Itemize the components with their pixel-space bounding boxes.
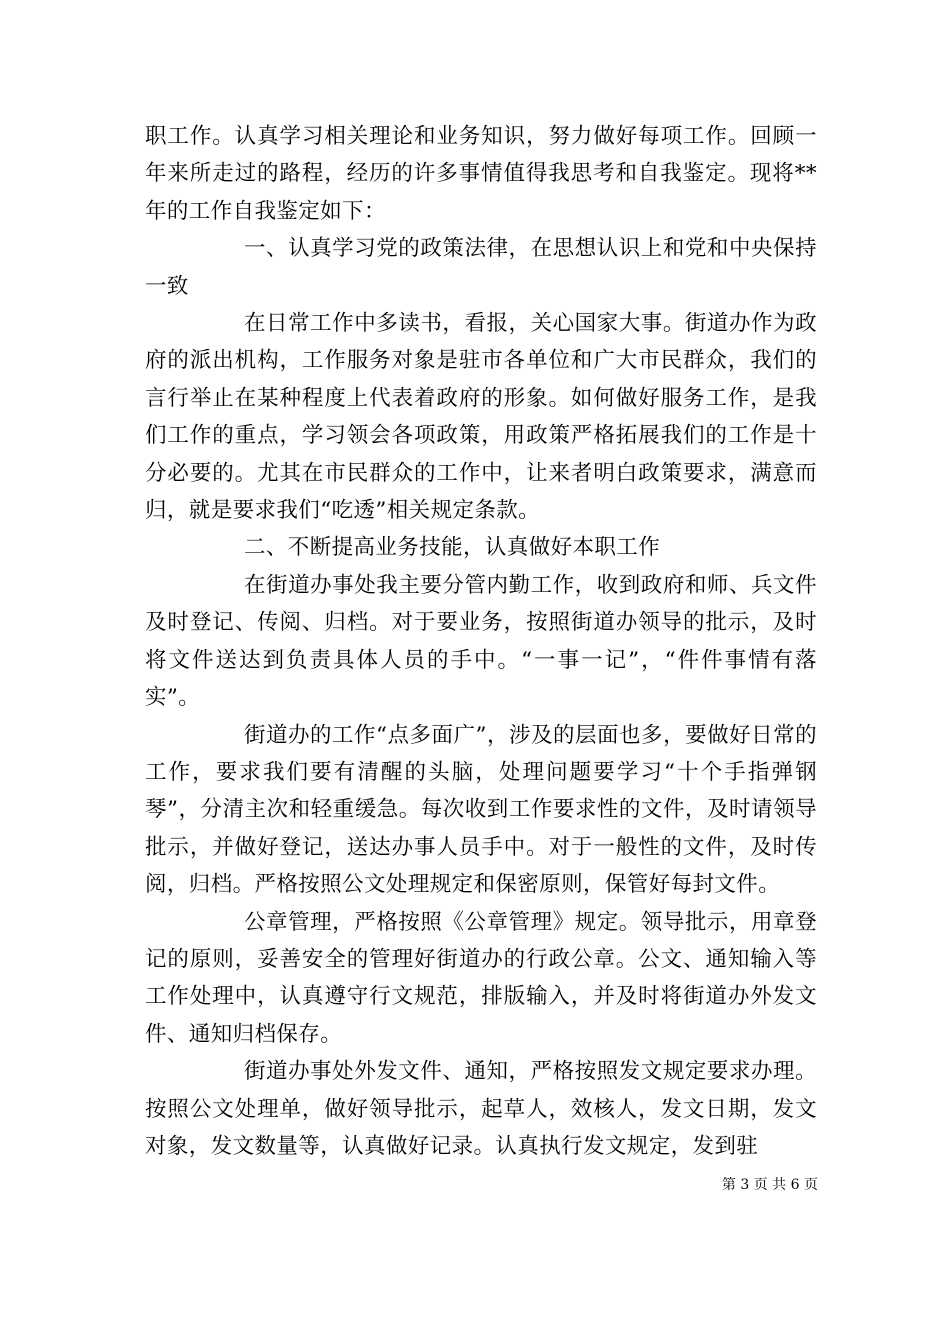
paragraph-3: 在街道办事处我主要分管内勤工作，收到政府和师、兵文件及时登记、传阅、归档。对于要业务，按照街道办领导的批示，及时将文件送达到负责具体人员的手中。“一事一记”，“件件事情有落实”。 xyxy=(145,572,817,711)
paragraph-6: 街道办事处外发文件、通知，严格按照发文规定要求办理。按照公文处理单，做好领导批示，起草人，效核人，发文日期，发文对象，发文数量等，认真做好记录。认真执行发文规定，发到驻 xyxy=(145,1059,817,1159)
document-body xyxy=(145,118,817,1165)
paragraph-1: 职工作。认真学习相关理论和业务知识，努力做好每项工作。回顾一年来所走过的路程，经历的许多事情值得我思考和自我鉴定。现将**年的工作自我鉴定如下： xyxy=(145,124,817,224)
paragraph-5: 公章管理，严格按照《公章管理》规定。领导批示，用章登记的原则，妥善安全的管理好街道办的行政公章。公文、通知输入等工作处理中，认真遵守行文规范，排版输入，并及时将街道办外发文件、通知归档保存。 xyxy=(145,909,817,1047)
paragraph-2: 在日常工作中多读书，看报，关心国家大事。街道办作为政府的派出机构，工作服务对象是驻市各单位和广大市民群众，我们的言行举止在某种程度上代表着政府的形象。如何做好服务工作，是我们工作的重点，学习领会各项政策，用政策严格拓展我们的工作是十分必要的。尤其在市民群众的工作中，让来者明白政策要求，满意而归，就是要求我们“吃透”相关规定条款。 xyxy=(145,311,817,524)
paragraph-4: 街道办的工作“点多面广”，涉及的层面也多，要做好日常的工作，要求我们要有清醒的头脑，处理问题要学习“十个手指弹钢琴”，分清主次和轻重缓急。每次收到工作要求性的文件，及时请领导批示，并做好登记，送达办事人员手中。对于一般性的文件，及时传阅，归档。严格按照公文处理规定和保密原则，保管好每封文件。 xyxy=(145,722,817,898)
page-number-footer: 第 3 页 共 6 页 xyxy=(721,1177,818,1193)
section-heading-2: 二、不断提高业务技能，认真做好本职工作 xyxy=(244,535,661,561)
section-heading-1: 一、认真学习党的政策法律，在思想认识上和党和中央保持一致 xyxy=(145,236,817,299)
